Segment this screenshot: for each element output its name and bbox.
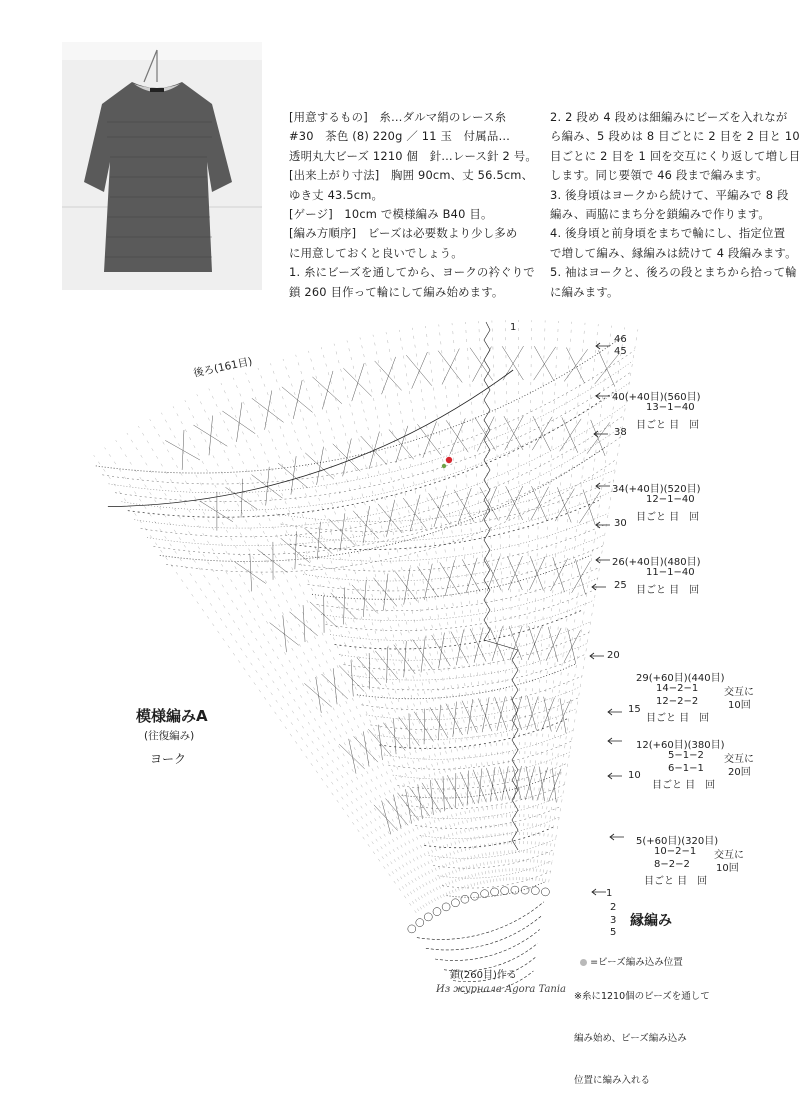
lattice-cross bbox=[368, 725, 391, 760]
instruction-line: [編み方順序] ビーズは必要数より少し多め bbox=[289, 226, 518, 241]
alternate-label: 交互に bbox=[714, 850, 744, 861]
stitch-row bbox=[366, 687, 580, 720]
border-row: 2 bbox=[610, 902, 617, 913]
lattice-cross bbox=[375, 647, 398, 683]
lattice-cross bbox=[413, 636, 433, 672]
increase-formula: 5−1−2 bbox=[668, 750, 704, 761]
lattice-cross bbox=[397, 789, 418, 823]
row-marker: 1 bbox=[510, 322, 517, 333]
increase-head: 5(+60目)(320目) bbox=[636, 836, 719, 847]
row-arrow bbox=[596, 343, 610, 349]
stitch-row bbox=[447, 882, 545, 898]
stitch-row bbox=[424, 827, 553, 847]
stitch-row bbox=[141, 415, 624, 537]
increase-head: 29(+60目)(440目) bbox=[636, 673, 725, 684]
stitch-post bbox=[452, 323, 503, 881]
lattice-cross bbox=[534, 346, 556, 381]
increase-head: 26(+40目)(480目) bbox=[612, 557, 701, 568]
stitch-row bbox=[326, 589, 597, 630]
legend-note-line: 編み始め、ビーズ編み込み bbox=[574, 1033, 687, 1044]
instructions-left bbox=[289, 108, 539, 302]
lattice-cross bbox=[252, 391, 284, 430]
border-loop bbox=[481, 890, 489, 898]
garment-photo bbox=[62, 42, 262, 290]
stitch-post bbox=[526, 320, 545, 880]
row-arrow bbox=[608, 709, 622, 715]
stitch-row bbox=[384, 730, 573, 759]
lattice-cross bbox=[290, 605, 318, 642]
border-loop bbox=[511, 886, 519, 894]
row-arrow bbox=[596, 522, 610, 528]
instruction-line: に用意しておくと良いでしょう。 bbox=[289, 245, 463, 260]
border-loop bbox=[451, 899, 459, 907]
increase-formula: 12−1−40 bbox=[646, 494, 695, 505]
stitch-post bbox=[360, 338, 481, 885]
lattice-cross bbox=[551, 557, 568, 592]
stitch-row bbox=[406, 785, 564, 809]
lattice-cross bbox=[310, 596, 337, 633]
yoke-label: ヨーク bbox=[150, 752, 187, 766]
lattice-cross bbox=[504, 416, 523, 450]
stitch-post bbox=[373, 335, 484, 884]
lattice-cross bbox=[399, 713, 420, 749]
stitch-post bbox=[173, 406, 436, 901]
chain-start-label: 鎖(260目)作る bbox=[450, 970, 517, 981]
increase-formula: 12−2−2 bbox=[656, 696, 699, 707]
increase-head: 12(+60目)(380目) bbox=[636, 740, 725, 751]
instruction-line: ゆき丈 43.5cm。 bbox=[289, 187, 384, 202]
row-marker: 15 bbox=[628, 704, 641, 715]
increase-key: 目ごと 目 回 bbox=[652, 780, 716, 791]
lattice-cross bbox=[502, 346, 523, 380]
lattice-cross bbox=[495, 696, 507, 731]
lattice-cross bbox=[353, 506, 378, 543]
stitch-post bbox=[533, 322, 572, 881]
row-arrow bbox=[596, 393, 610, 399]
lattice-cross bbox=[373, 574, 396, 611]
lattice-cross bbox=[556, 698, 571, 733]
lattice-cross bbox=[329, 513, 356, 551]
lattice-cross bbox=[499, 766, 509, 800]
stitch-row bbox=[411, 795, 563, 818]
lattice-cross bbox=[403, 495, 426, 532]
lattice-cross bbox=[378, 500, 402, 537]
instruction-line: 透明丸大ビーズ 1210 個 針…レース針 2 号。 bbox=[289, 148, 537, 163]
row-arrow bbox=[594, 431, 608, 437]
lattice-cross bbox=[339, 660, 364, 696]
instructions-right bbox=[550, 108, 800, 302]
instruction-line: [出来上がり寸法] 胸囲 90cm、丈 56.5cm、 bbox=[289, 168, 534, 183]
back-bracket bbox=[108, 370, 513, 507]
legend-bead-text: =ビーズ編み込み位置 bbox=[590, 957, 683, 968]
border-row: 5 bbox=[610, 927, 617, 938]
lattice-cross bbox=[531, 486, 549, 521]
instruction-line: #30 茶色 (8) 220g ／ 11 玉 付属品… bbox=[289, 129, 511, 144]
lattice-cross bbox=[440, 560, 459, 596]
border-loop bbox=[433, 908, 441, 916]
stitch-row bbox=[285, 491, 612, 541]
stitch-row bbox=[128, 392, 614, 518]
lattice-cross bbox=[406, 352, 432, 389]
stitch-row bbox=[339, 622, 591, 661]
lattice-cross bbox=[507, 556, 522, 590]
lattice-cross bbox=[395, 568, 417, 604]
instruction-line: で増して編み、縁編みは続けて 4 段編みます。 bbox=[550, 245, 797, 260]
row-arrow bbox=[608, 738, 622, 744]
stitch-post bbox=[439, 324, 500, 881]
row-arrow bbox=[608, 773, 622, 779]
alternate-count: 10回 bbox=[728, 700, 751, 711]
legend-note-line: 位置に編み入れる bbox=[574, 1075, 651, 1086]
stitch-post bbox=[549, 329, 638, 882]
stitch-post bbox=[233, 378, 450, 894]
lattice-cross bbox=[432, 633, 451, 669]
increase-formula: 10−2−1 bbox=[654, 846, 697, 857]
lattice-cross bbox=[304, 677, 331, 713]
stitch-post bbox=[399, 330, 490, 882]
border-loop bbox=[491, 888, 499, 896]
lattice-cross bbox=[528, 626, 542, 660]
stitch-row bbox=[397, 763, 568, 789]
lattice-cross bbox=[446, 418, 468, 454]
row-marker: 10 bbox=[628, 770, 641, 781]
increase-head: 40(+40目)(560目) bbox=[612, 392, 701, 403]
increase-formula: 8−2−2 bbox=[654, 859, 690, 870]
increase-key: 目ごと 目 回 bbox=[644, 876, 708, 887]
lattice-cross bbox=[394, 641, 415, 677]
bead-marker-stem bbox=[442, 464, 446, 468]
lattice-cross bbox=[537, 767, 548, 802]
increase-formula: 11−1−40 bbox=[646, 567, 695, 578]
stitch-post bbox=[505, 320, 516, 880]
instruction-line: 4. 後身頃と前身頃をまちで輪にし、指定位置 bbox=[550, 226, 786, 241]
stitch-row bbox=[115, 372, 631, 502]
instruction-line: 3. 後身頃はヨークから続けて、平編みで 8 段 bbox=[550, 187, 789, 202]
lattice-cross bbox=[417, 564, 438, 600]
lattice-cross bbox=[470, 628, 486, 663]
stitch-row bbox=[343, 633, 589, 671]
stitch-row bbox=[321, 578, 598, 620]
stitch-post bbox=[523, 320, 532, 880]
stitch-row bbox=[379, 718, 568, 748]
stitch-row bbox=[375, 709, 577, 740]
lattice-cross bbox=[564, 348, 588, 384]
lattice-cross bbox=[193, 416, 227, 456]
border-loop bbox=[416, 919, 424, 927]
stitch-post bbox=[150, 419, 430, 904]
stitch-row bbox=[281, 481, 614, 532]
row-arrow bbox=[592, 889, 606, 895]
increase-head: 34(+40目)(520目) bbox=[612, 484, 701, 495]
pattern-title: 模様編みA bbox=[136, 707, 208, 725]
border-row-arc bbox=[435, 930, 540, 961]
lattice-cross bbox=[429, 491, 450, 527]
stitch-post bbox=[138, 426, 427, 906]
instruction-line: 1. 糸にビーズを通してから、ヨークの衿ぐりで bbox=[289, 265, 535, 280]
instruction-line: します。同じ要領で 46 段まで編みます。 bbox=[550, 168, 768, 183]
stitch-post bbox=[161, 413, 432, 903]
lattice-cross bbox=[532, 416, 552, 451]
row-marker: 20 bbox=[607, 650, 620, 661]
row-arrow bbox=[592, 584, 606, 590]
lattice-cross bbox=[322, 668, 348, 704]
lattice-cross bbox=[222, 402, 255, 442]
pattern-subtitle: (往復編み) bbox=[144, 730, 195, 742]
alternate-label: 交互に bbox=[724, 754, 754, 765]
border-row: 1 bbox=[606, 888, 613, 899]
lattice-cross bbox=[564, 629, 581, 664]
stitch-post bbox=[479, 321, 510, 880]
stitch-row bbox=[109, 361, 633, 493]
lattice-cross bbox=[383, 719, 405, 754]
border-loop bbox=[408, 925, 416, 933]
instruction-line: 2. 2 段め 4 段めは細編みにビーズを入れなが bbox=[550, 110, 788, 124]
lattice-cross bbox=[200, 492, 233, 531]
lattice-cross bbox=[509, 626, 522, 660]
stitch-post bbox=[246, 373, 454, 893]
stitch-post bbox=[116, 440, 422, 909]
stitch-row bbox=[166, 459, 617, 572]
increase-formula: 6−1−1 bbox=[668, 763, 704, 774]
stitch-row bbox=[312, 555, 591, 599]
alternate-count: 20回 bbox=[728, 767, 751, 778]
stitch-row bbox=[290, 501, 599, 550]
legend-note bbox=[574, 962, 710, 1116]
stitch-row bbox=[335, 610, 584, 649]
instruction-line: [用意するもの] 糸…ダルマ絹のレース糸 bbox=[289, 110, 507, 124]
lattice-cross bbox=[305, 447, 334, 485]
stitch-post bbox=[347, 341, 478, 885]
instruction-line: に編みます。 bbox=[550, 284, 619, 299]
row-arrow bbox=[590, 653, 604, 659]
increase-formula: 13−1−40 bbox=[646, 402, 695, 413]
instruction-line: ら編み、5 段めは 8 目ごとに 2 目を 2 目と 10 bbox=[550, 129, 800, 144]
stitch-post bbox=[296, 355, 466, 889]
stitch-post bbox=[283, 359, 462, 890]
stitch-row bbox=[102, 350, 634, 484]
row-marker: 45 bbox=[614, 346, 627, 357]
lattice-cross bbox=[278, 456, 308, 494]
lattice-cross bbox=[225, 479, 257, 518]
border-loop bbox=[531, 887, 539, 895]
stitch-row bbox=[330, 600, 594, 640]
lattice-cross bbox=[572, 559, 591, 595]
stitch-post bbox=[221, 383, 447, 895]
stitch-row bbox=[438, 861, 553, 879]
lattice-cross bbox=[352, 580, 377, 617]
stitch-row bbox=[317, 567, 600, 610]
stitch-post bbox=[105, 448, 419, 911]
row-marker: 30 bbox=[614, 518, 627, 529]
stitch-row bbox=[96, 337, 622, 473]
stitch-post bbox=[386, 332, 487, 883]
stitch-post bbox=[536, 323, 585, 881]
lattice-cross bbox=[374, 801, 398, 835]
border-loop bbox=[521, 886, 529, 894]
stitch-post bbox=[308, 351, 468, 888]
stitch-post bbox=[127, 433, 424, 907]
stitch-row bbox=[429, 839, 556, 858]
stitch-row bbox=[442, 871, 550, 888]
lattice-cross bbox=[270, 615, 299, 652]
lattice-cross bbox=[281, 531, 310, 569]
border-loop bbox=[471, 892, 479, 900]
stitch-post bbox=[542, 326, 611, 882]
alternate-label: 交互に bbox=[724, 687, 754, 698]
stitch-post bbox=[334, 344, 475, 886]
stitch-row bbox=[388, 741, 571, 769]
row-arrow bbox=[596, 483, 610, 489]
lattice-cross bbox=[587, 420, 610, 456]
border-loop bbox=[424, 913, 432, 921]
stitch-post bbox=[539, 324, 598, 881]
yoke-chart bbox=[0, 300, 800, 1086]
stitch-row bbox=[420, 817, 560, 838]
increase-key: 目ごと 目 回 bbox=[646, 713, 710, 724]
lattice-cross bbox=[462, 699, 477, 734]
increase-key: 目ごと 目 回 bbox=[636, 420, 700, 431]
border-loop bbox=[501, 887, 509, 895]
lattice-cross bbox=[447, 773, 463, 808]
instruction-line: 5. 袖はヨークと、後ろの段とまちから拾って輪 bbox=[550, 265, 797, 280]
border-title: 縁編み bbox=[630, 913, 672, 929]
increase-key: 目ごと 目 回 bbox=[636, 512, 700, 523]
bead-marker bbox=[446, 457, 452, 463]
lattice-cross bbox=[414, 709, 433, 745]
row-marker: 38 bbox=[614, 427, 627, 438]
instruction-line: 目ごとに 2 目を 1 回を交互にくり返して増し目 bbox=[550, 148, 800, 163]
lattice-cross bbox=[451, 630, 468, 665]
stitch-row bbox=[134, 405, 626, 529]
stitch-post bbox=[209, 389, 444, 897]
stitch-post bbox=[545, 327, 624, 881]
lattice-cross bbox=[473, 768, 486, 803]
border-loop bbox=[541, 888, 549, 896]
lattice-cross bbox=[470, 347, 493, 382]
increase-key: 目ごと 目 回 bbox=[636, 585, 700, 596]
lattice-cross bbox=[165, 430, 200, 470]
lattice-cross bbox=[555, 487, 574, 522]
signature: Из журнала Agora Tania bbox=[436, 984, 566, 995]
stitch-post bbox=[185, 400, 439, 899]
instruction-line: 編み、両脇にまち分を鎖編みで作ります。 bbox=[550, 207, 770, 222]
row-marker: 25 bbox=[614, 580, 627, 591]
alternate-count: 10回 bbox=[716, 863, 739, 874]
instruction-line: [ゲージ] 10cm で模様編み B40 目。 bbox=[289, 207, 493, 222]
lattice-cross bbox=[546, 627, 561, 662]
stitch-post bbox=[519, 320, 520, 880]
border-row-arc bbox=[426, 916, 542, 950]
border-row: 3 bbox=[610, 915, 617, 926]
stitch-row bbox=[433, 850, 554, 869]
lattice-cross bbox=[417, 421, 441, 457]
row-arrow bbox=[610, 834, 624, 840]
lattice-cross bbox=[478, 697, 492, 732]
lattice-cross bbox=[282, 380, 313, 419]
border-loop bbox=[442, 903, 450, 911]
row-marker: 46 bbox=[614, 334, 627, 345]
back-label: 後ろ(161目) bbox=[192, 355, 254, 380]
stitch-row bbox=[299, 524, 607, 571]
lattice-cross bbox=[430, 705, 448, 740]
increase-formula: 14−2−1 bbox=[656, 683, 699, 694]
stitch-post bbox=[94, 455, 417, 913]
legend-note-line: ※糸に1210個のビーズを通して bbox=[574, 991, 710, 1002]
row-arrow bbox=[596, 557, 610, 563]
instruction-line: 鎖 260 目作って輪にして編み始めます。 bbox=[289, 284, 504, 299]
lattice-cross bbox=[527, 696, 539, 730]
border-loop bbox=[461, 895, 469, 903]
lattice-cross bbox=[312, 371, 341, 409]
lattice-cross bbox=[486, 767, 498, 802]
lattice-cross bbox=[529, 556, 545, 590]
border-row-arc bbox=[417, 902, 544, 940]
stitch-post bbox=[412, 328, 493, 882]
lattice-cross bbox=[438, 349, 462, 385]
lattice-cross bbox=[579, 489, 600, 525]
